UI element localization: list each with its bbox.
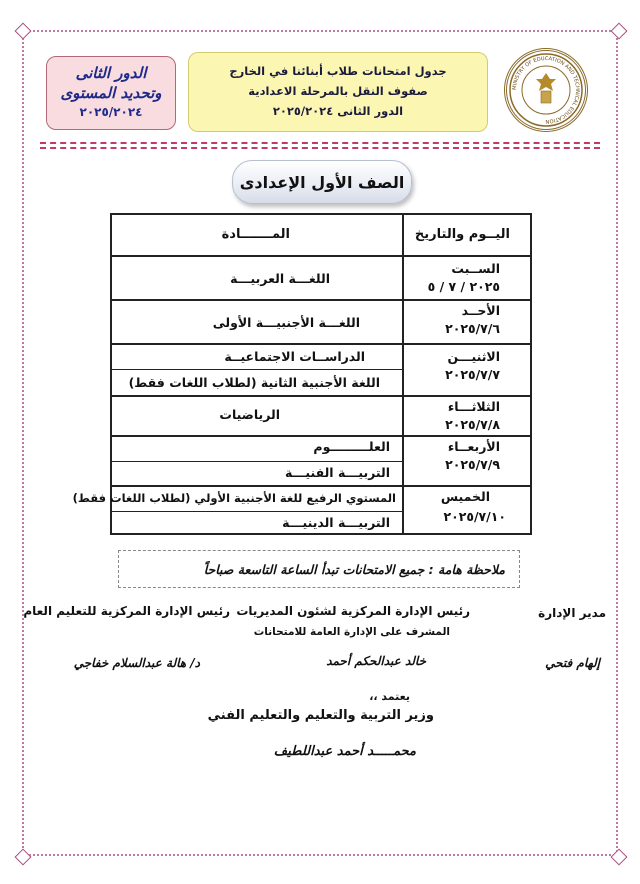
subrow-divider bbox=[112, 369, 404, 370]
row-subject: الرياضيات bbox=[219, 407, 280, 422]
subrow-divider bbox=[112, 511, 404, 512]
row-subject: اللغة الأجنبية الثانية (لطلاب اللغات فقط) bbox=[128, 375, 380, 390]
exam-schedule-header bbox=[188, 52, 488, 132]
row-day: الأحــد bbox=[461, 303, 500, 318]
row-day: الخميس bbox=[440, 489, 490, 504]
row-subject: العلـــــــــوم bbox=[313, 439, 390, 454]
signature-subtitle-exams: المشرف على الإدارة العامة للامتحانات bbox=[253, 626, 450, 638]
row-date: ٢٠٢٥/٧/٧ bbox=[445, 367, 500, 382]
row-subject: التربيـــة الدينيـــة bbox=[282, 515, 390, 530]
round-line-1: الدور الثانى bbox=[75, 64, 147, 82]
signature-name-2: خالد عبدالحكم أحمد bbox=[326, 654, 426, 668]
round-line-3: ٢٠٢٥/٢٠٢٤ bbox=[79, 105, 143, 119]
signature-title-department: مدير الإدارة bbox=[538, 606, 606, 620]
row-day: الثلاثـــاء bbox=[447, 399, 500, 414]
header-line-3: الدور الثانى ٢٠٢٥/٢٠٢٤ bbox=[272, 104, 404, 118]
minister-name: محمـــــد أحمد عبداللطيف bbox=[273, 744, 416, 759]
row-date: ٢٠٢٥/٧/٨ bbox=[445, 417, 500, 432]
divider bbox=[40, 142, 600, 144]
row-divider bbox=[112, 343, 530, 345]
row-subject: اللغـــة العربيـــة bbox=[230, 271, 330, 286]
important-note: ملاحظة هامة : جميع الامتحانات تبدأ الساعة التاسعة صباحاً bbox=[118, 550, 520, 588]
row-divider bbox=[112, 485, 530, 487]
signature-title-general-education: رئيس الإدارة المركزية للتعليم العام bbox=[23, 604, 230, 618]
exam-schedule-table bbox=[72, 213, 532, 535]
signature-name-1: إلهام فتحي bbox=[545, 656, 600, 670]
row-subject: اللغـــة الأجنبيـــة الأولى bbox=[212, 315, 360, 330]
divider bbox=[40, 147, 600, 149]
row-divider bbox=[112, 395, 530, 397]
header-line-2: صفوف النقل بالمرحلة الاعدادية bbox=[248, 84, 428, 98]
logo-ring-text: MINISTRY OF EDUCATION AND TECHNICAL EDUCATION bbox=[511, 55, 581, 125]
ministry-eagle-seal-icon bbox=[507, 51, 585, 129]
row-divider bbox=[112, 299, 530, 301]
row-subject: الدراســات الاجتماعيــة bbox=[224, 349, 365, 364]
row-day: الســبت bbox=[451, 261, 500, 276]
row-date: ٢٠٢٥/٧/١٠ bbox=[443, 509, 506, 524]
row-day: الأربعــاء bbox=[447, 439, 500, 454]
approval-label: يعتمد ،، bbox=[369, 690, 410, 703]
subrow-divider bbox=[112, 461, 404, 462]
row-subject: التربيـــة الفنيـــة bbox=[285, 465, 390, 480]
signature-title-directorates: رئيس الإدارة المركزية لشئون المديريات bbox=[236, 604, 470, 618]
row-subject: المستوي الرفيع للغة الأجنبية الأولي (لطلاب اللغات فقط) bbox=[72, 491, 396, 505]
row-day: الاثنيـــن bbox=[447, 349, 500, 364]
column-header-subject: المـــــــادة bbox=[221, 227, 290, 242]
row-date: ٢٠٢٥/٧/٦ bbox=[445, 321, 500, 336]
round-badge bbox=[46, 56, 176, 130]
signature-name-3: د/ هالة عبدالسلام خفاجي bbox=[73, 656, 200, 670]
column-header-day: اليــوم والتاريخ bbox=[414, 227, 510, 242]
header-line-1: جدول امتحانات طلاب أبنائنا في الخارج bbox=[229, 64, 447, 78]
round-line-2: وتحديد المستوى bbox=[60, 84, 162, 102]
row-date: ٢٠٢٥/٧/٩ bbox=[445, 457, 500, 472]
ministry-logo bbox=[504, 48, 588, 132]
row-date: ٢٠٢٥ / ٧ / ٥ bbox=[427, 279, 500, 294]
minister-title: وزير التربية والتعليم والتعليم الفني bbox=[207, 708, 434, 723]
row-divider bbox=[112, 435, 530, 437]
grade-title: الصف الأول الإعدادى bbox=[232, 160, 412, 204]
